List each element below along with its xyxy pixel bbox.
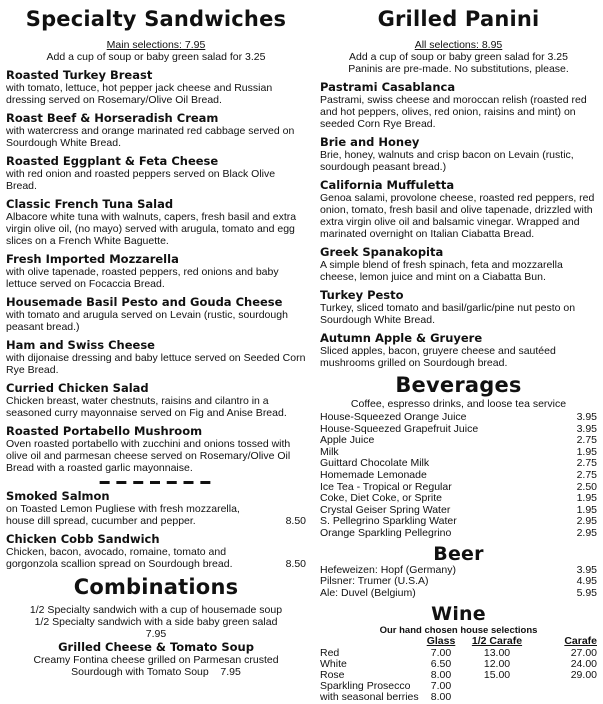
wine-price: 12.00	[483, 657, 511, 670]
item-name: Autumn Apple & Gruyere	[320, 331, 483, 345]
drink-name: Orange Sparkling Pellegrino	[320, 526, 452, 539]
drink-name: Coke, Diet Coke, or Sprite	[320, 492, 442, 505]
menu-item	[6, 339, 306, 376]
menu-item	[6, 198, 306, 247]
item-desc: Pastrami, swiss cheese and moroccan relish (roasted red and hot peppers, olives, red onion, raisins and mint) on seeded Corn Rye Bread.	[320, 94, 587, 130]
wine-price: 15.00	[483, 668, 511, 681]
menu-item	[320, 246, 597, 283]
combo-price: 7.95	[220, 666, 241, 678]
wine-price: 29.00	[570, 668, 597, 681]
item-name: Brie and Honey	[320, 135, 420, 149]
menu-item	[6, 155, 306, 192]
table-row	[320, 648, 597, 659]
drink-price: 1.95	[576, 492, 597, 505]
item-name: Fresh Imported Mozzarella	[6, 252, 179, 266]
item-name: Curried Chicken Salad	[6, 381, 149, 395]
all-selections-price: All selections: 8.95	[414, 39, 503, 51]
item-desc: A simple blend of fresh spinach, feta and mozzarella cheese, lemon juice and mint on a Ciabatta Bun.	[320, 259, 563, 283]
wine-type: Sparkling Prosecco	[320, 680, 411, 693]
combinations-title: Combinations	[73, 575, 239, 599]
item-desc: with olive tapenade, roasted peppers, red onions and baby lettuce served on Focaccia Bread.	[6, 266, 279, 290]
table-row	[320, 659, 597, 670]
drink-name: Guittard Chocolate Milk	[320, 457, 430, 470]
drink-price: 3.95	[576, 422, 597, 435]
combo-line: 1/2 Specialty sandwich with a side baby green salad	[34, 616, 278, 628]
combo-line: 1/2 Specialty sandwich with a cup of housemade soup	[29, 604, 283, 616]
wine-price: 7.00	[430, 680, 452, 693]
item-desc: with red onion and roasted peppers served on Black Olive Bread.	[6, 168, 276, 192]
item-price: 8.50	[285, 558, 306, 570]
list-item	[320, 412, 597, 424]
wine-price: 6.50	[430, 657, 452, 670]
drink-price: 2.75	[576, 468, 597, 481]
grilled-cheese-desc: Creamy Fontina cheese grilled on Parmesan crusted	[33, 654, 279, 666]
menu-item	[6, 425, 306, 474]
item-name: Classic French Tuna Salad	[6, 197, 174, 211]
wine-price	[462, 681, 532, 692]
wine-price	[462, 692, 532, 703]
specialty-title: Specialty Sandwiches	[25, 7, 287, 31]
item-desc-text: on Toasted Lemon Pugliese with fresh mozzarella, house dill spread, cucumber and pepper.	[6, 503, 240, 527]
menu-item	[6, 382, 306, 419]
menu-item	[6, 253, 306, 290]
grilled-cheese-name: Grilled Cheese & Tomato Soup	[58, 640, 254, 654]
drink-price: 2.95	[576, 526, 597, 539]
wine-price: 13.00	[483, 646, 511, 659]
wine-sub: Our hand chosen house selections	[379, 625, 538, 637]
menu-item	[320, 179, 597, 240]
item-desc-text: Chicken, bacon, avocado, romaine, tomato and gorgonzola scallion spread on Sourdough bread.	[6, 546, 233, 570]
right-column	[320, 0, 597, 704]
list-item	[320, 588, 597, 600]
main-selections-price: Main selections: 7.95	[106, 39, 206, 51]
item-desc: Oven roasted portabello with zucchini and onions tossed with olive oil and parmesan cheese served on Rosemary/Olive Oil Bread with a roasted garlic mayonnaise.	[6, 438, 291, 474]
panini-list	[320, 81, 597, 369]
drink-price: 1.95	[576, 445, 597, 458]
item-desc: with tomato, lettuce, hot pepper jack cheese and Russian dressing served on Rosemary/Olive Oil Bread.	[6, 82, 273, 106]
wine-col-header: 1/2 Carafe	[471, 635, 523, 648]
wine-price: 27.00	[570, 646, 597, 659]
beer-price: 5.95	[576, 586, 597, 599]
menu-item	[320, 136, 597, 173]
menu-item	[320, 289, 597, 326]
panini-addon: Add a cup of soup or baby green salad for 3.25	[349, 51, 568, 63]
list-item	[320, 528, 597, 540]
drink-price: 2.75	[576, 457, 597, 470]
drink-price: 2.95	[576, 515, 597, 528]
combo-price: 7.95	[145, 628, 167, 640]
specialty-list	[6, 69, 306, 474]
menu-item	[6, 112, 306, 149]
wine-col-header: Glass	[426, 635, 456, 648]
item-name: Roasted Portabello Mushroom	[6, 424, 203, 438]
drink-name: Crystal Geiser Spring Water	[320, 503, 451, 516]
wine-table	[320, 636, 597, 703]
wine-col-header	[320, 636, 420, 647]
wine-type: Rose	[320, 668, 345, 681]
drink-price: 2.50	[576, 480, 597, 493]
beer-name: Ale: Duvel (Belgium)	[320, 586, 416, 599]
beverages-title: Beverages	[395, 373, 522, 397]
menu-item	[6, 69, 306, 106]
list-item	[320, 576, 597, 588]
beer-name: Hefeweizen: Hopf (Germany)	[320, 563, 456, 576]
item-name: Smoked Salmon	[6, 489, 110, 503]
menu-item	[6, 490, 306, 527]
beer-list	[320, 565, 597, 600]
item-name: Roasted Turkey Breast	[6, 68, 153, 82]
item-name: California Muffuletta	[320, 178, 455, 192]
wine-type: Red	[320, 646, 340, 659]
wine-price	[532, 681, 597, 692]
item-desc: Sliced apples, bacon, gruyere cheese and sautéed mushrooms grilled on Sourdough bread.	[320, 345, 556, 369]
beer-price: 4.95	[576, 575, 597, 588]
wine-header-row	[320, 636, 597, 647]
item-desc: Albacore white tuna with walnuts, capers, fresh basil and extra virgin olive oil, (no mayo) served with arugula, tomato and egg slices on a French White Baguette.	[6, 211, 297, 247]
item-name: Turkey Pesto	[320, 288, 404, 302]
wine-price: 8.00	[430, 668, 452, 681]
beer-title: Beer	[433, 542, 484, 565]
drink-name: House-Squeezed Orange Juice	[320, 411, 467, 423]
item-desc: with dijonaise dressing and baby lettuce served on Seeded Corn Rye Bread.	[6, 352, 306, 376]
table-row	[320, 692, 597, 703]
drink-name: Ice Tea - Tropical or Regular	[320, 480, 452, 493]
wine-price	[532, 692, 597, 703]
wine-type: White	[320, 657, 347, 670]
list-item	[320, 435, 597, 447]
item-desc: Turkey, sliced tomato and basil/garlic/pine nut pesto on Sourdough White Bread.	[320, 302, 576, 326]
item-name: Ham and Swiss Cheese	[6, 338, 155, 352]
panini-note: Paninis are pre-made. No substitutions, please.	[348, 63, 569, 75]
item-desc	[6, 503, 306, 527]
drink-name: Apple Juice	[320, 434, 375, 447]
wine-title: Wine	[431, 603, 486, 626]
list-item	[320, 470, 597, 482]
grilled-cheese-desc: Sourdough with Tomato Soup	[71, 666, 209, 678]
item-desc: Chicken breast, water chestnuts, raisins and cilantro in a seasoned curry mayonnaise served on Fig and Anise Bread.	[6, 395, 287, 419]
wine-price: 24.00	[570, 657, 597, 670]
section-divider: ▬ ▬ ▬ ▬ ▬ ▬ ▬	[99, 476, 213, 487]
item-name: Chicken Cobb Sandwich	[6, 532, 160, 546]
item-price: 8.50	[285, 515, 306, 527]
drink-price: 2.75	[576, 434, 597, 447]
panini-title: Grilled Panini	[377, 7, 540, 31]
wine-price: 8.00	[430, 691, 452, 704]
list-item	[320, 493, 597, 505]
beverage-list	[320, 412, 597, 540]
menu-item	[6, 533, 306, 570]
wine-price: 7.00	[430, 646, 452, 659]
specialty-column	[6, 0, 306, 678]
item-name: Greek Spanakopita	[320, 245, 444, 259]
menu-item	[320, 332, 597, 369]
drink-name: Milk	[320, 445, 339, 458]
item-name: Pastrami Casablanca	[320, 80, 456, 94]
item-name: Roast Beef & Horseradish Cream	[6, 111, 219, 125]
wine-type: with seasonal berries	[320, 691, 419, 704]
beverages-sub: Coffee, espresso drinks, and loose tea service	[350, 398, 567, 410]
beer-name: Pilsner: Trumer (U.S.A)	[320, 575, 429, 588]
drink-name: Homemade Lemonade	[320, 468, 427, 481]
item-desc: with watercress and orange marinated red cabbage served on Sourdough White Bread.	[6, 125, 295, 149]
item-desc: Brie, honey, walnuts and crisp bacon on Levain (rustic, sourdough peasant bread.)	[320, 149, 574, 173]
wine-col-header: Carafe	[564, 635, 597, 648]
menu-item	[6, 296, 306, 333]
drink-name: House-Squeezed Grapefruit Juice	[320, 422, 479, 435]
item-name: Roasted Eggplant & Feta Cheese	[6, 154, 219, 168]
drink-price: 3.95	[576, 411, 597, 423]
item-name: Housemade Basil Pesto and Gouda Cheese	[6, 295, 283, 309]
item-desc	[6, 546, 306, 570]
drink-price: 1.95	[576, 503, 597, 516]
drink-name: S. Pellegrino Sparkling Water	[320, 515, 457, 528]
specialty-addon: Add a cup of soup or baby green salad for 3.25	[46, 51, 266, 63]
beer-price: 3.95	[576, 563, 597, 576]
menu-item	[320, 81, 597, 130]
item-desc: Genoa salami, provolone cheese, roasted red peppers, red onion, tomato, fresh basil and olive tapenade, drizzled with extra virgin olive oil and balsamic vinegar. Wrapped and marinated overnight on Italian Ciabatta Bread.	[320, 192, 595, 240]
item-desc: with tomato and arugula served on Levain (rustic, sourdough peasant bread.)	[6, 309, 288, 333]
